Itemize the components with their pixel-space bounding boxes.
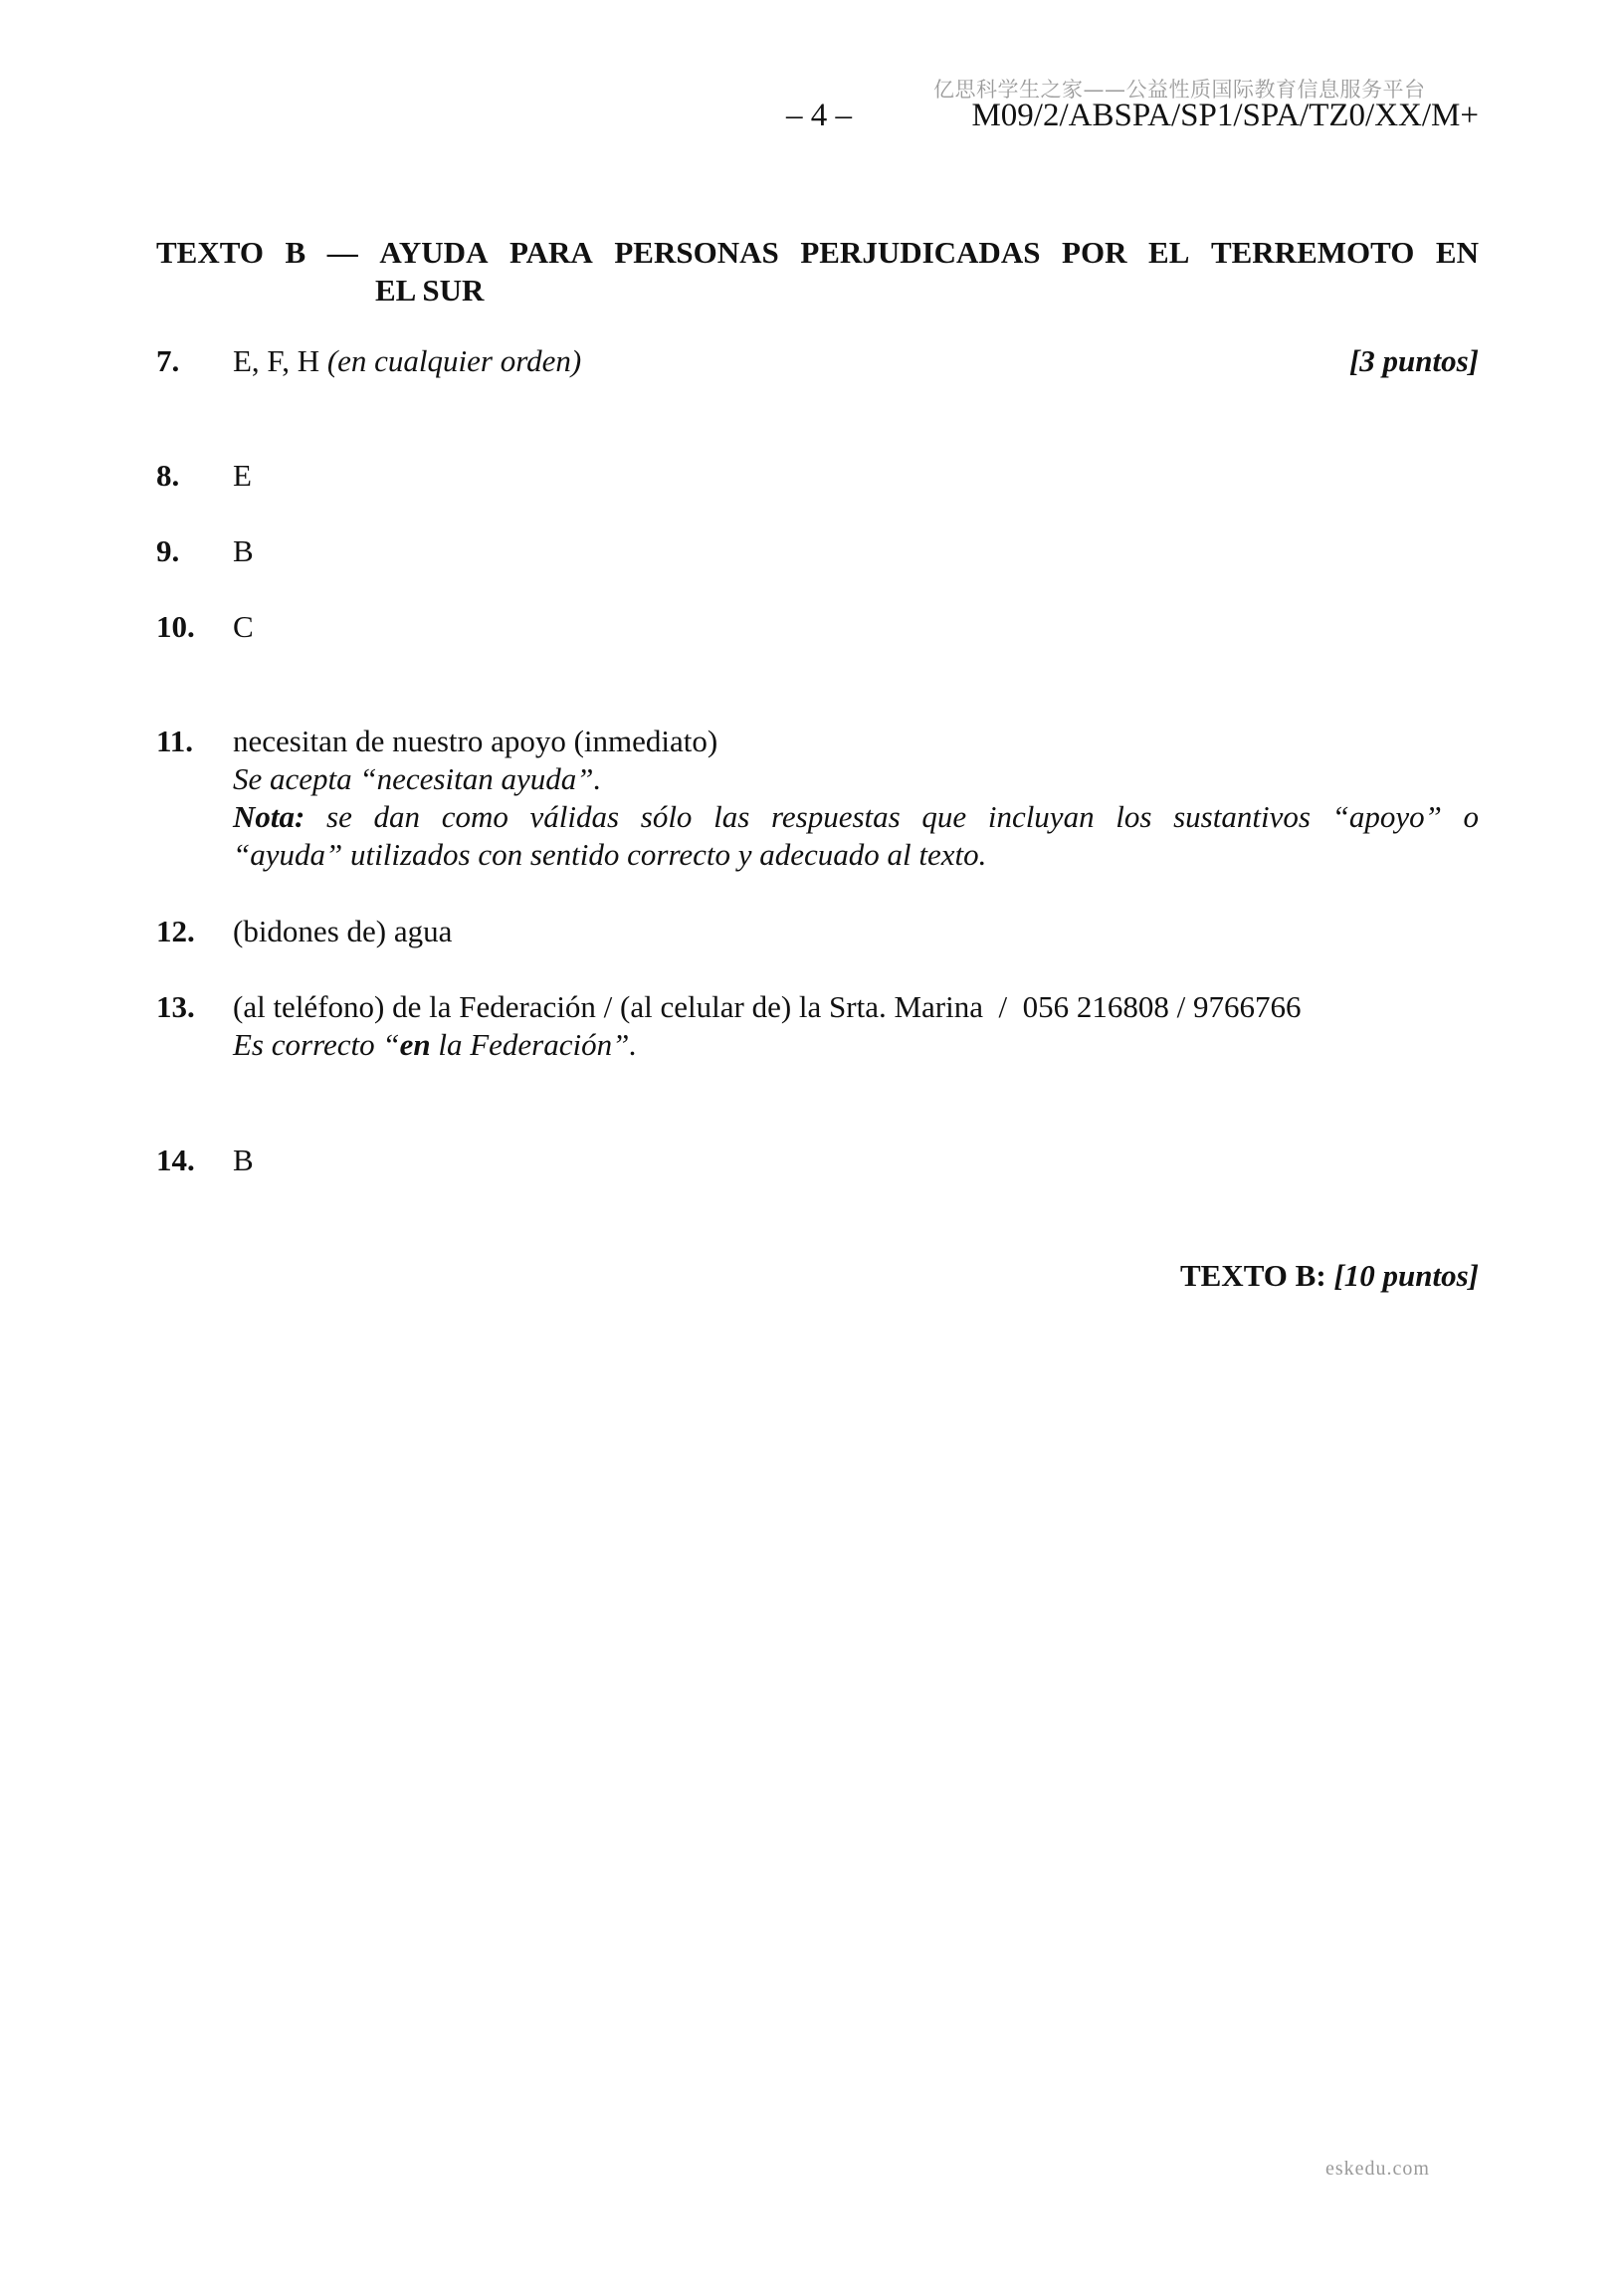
accepted-answer xyxy=(233,1026,1479,1064)
question-answer xyxy=(233,723,1479,874)
answer-text: necesitan de nuestro apoyo (inmediato) xyxy=(233,724,718,758)
accepted-suffix: la Federación”. xyxy=(430,1027,638,1062)
document-code: M09/2/ABSPA/SP1/SPA/TZ0/XX/M+ xyxy=(971,98,1479,133)
question-11 xyxy=(156,723,1479,874)
question-answer xyxy=(233,988,1479,1064)
title-word: TEXTO xyxy=(156,235,264,270)
question-14 xyxy=(156,1142,1479,1179)
question-12 xyxy=(156,913,1479,950)
note-label: Nota: xyxy=(233,799,305,834)
accepted-prefix: Es correcto “ xyxy=(233,1027,400,1062)
answer-text: (bidones de) agua xyxy=(233,914,453,948)
section-title-line1 xyxy=(156,234,1479,272)
section-title xyxy=(156,234,1479,310)
answer-text: C xyxy=(233,609,254,644)
question-number: 7. xyxy=(156,343,180,378)
answer-text: B xyxy=(233,1143,254,1177)
title-word: — xyxy=(326,235,358,270)
points-label: [3 puntos] xyxy=(1348,343,1479,378)
total-points: [10 puntos] xyxy=(1333,1258,1479,1293)
marking-note xyxy=(233,798,1479,836)
question-number: 8. xyxy=(156,458,180,493)
note-text: se dan como válidas sólo las respuestas que incluyan los sustantivos “apoyo” o xyxy=(326,799,1479,834)
title-word: B xyxy=(285,235,306,270)
question-number: 14. xyxy=(156,1143,195,1177)
marking-note-continued: “ayuda” utilizados con sentido correcto y adecuado al texto. xyxy=(233,837,987,872)
question-answer xyxy=(233,342,1479,380)
answer-text: (al teléfono) de la Federación / (al celular de) la Srta. Marina / 056 216808 / 9766766 xyxy=(233,989,1302,1024)
title-word: POR xyxy=(1062,235,1127,270)
title-word: AYUDA xyxy=(379,235,489,270)
section-total xyxy=(1180,1258,1479,1294)
question-8 xyxy=(156,457,1479,495)
accepted-answer: Se acepta “necesitan ayuda”. xyxy=(233,761,602,796)
question-13 xyxy=(156,988,1479,1064)
question-7 xyxy=(156,342,1479,380)
question-number: 10. xyxy=(156,609,195,644)
answer-note: (en cualquier orden) xyxy=(326,343,582,378)
total-label: TEXTO B: xyxy=(1179,1258,1326,1293)
answer-text: E, F, H xyxy=(233,343,320,378)
accepted-emphasis: en xyxy=(399,1027,431,1062)
question-number: 12. xyxy=(156,914,195,948)
title-word: EN xyxy=(1435,235,1479,270)
title-word: PERSONAS xyxy=(614,235,779,270)
answer-text: B xyxy=(233,533,254,568)
title-word: TERREMOTO xyxy=(1210,235,1415,270)
title-word: PERJUDICADAS xyxy=(800,235,1041,270)
answer-text: E xyxy=(233,458,252,493)
question-number: 13. xyxy=(156,989,195,1024)
question-number: 11. xyxy=(156,724,194,758)
footer-watermark: eskedu.com xyxy=(1325,2158,1430,2180)
header-watermark: 亿思科学生之家——公益性质国际教育信息服务平台 xyxy=(933,78,1426,102)
title-word: PARA xyxy=(509,235,593,270)
question-9 xyxy=(156,532,1479,570)
question-number: 9. xyxy=(156,533,180,568)
page-number: – 4 – xyxy=(786,98,852,133)
title-word: EL xyxy=(1148,235,1190,270)
question-10 xyxy=(156,608,1479,646)
section-title-line2: EL SUR xyxy=(375,273,485,308)
